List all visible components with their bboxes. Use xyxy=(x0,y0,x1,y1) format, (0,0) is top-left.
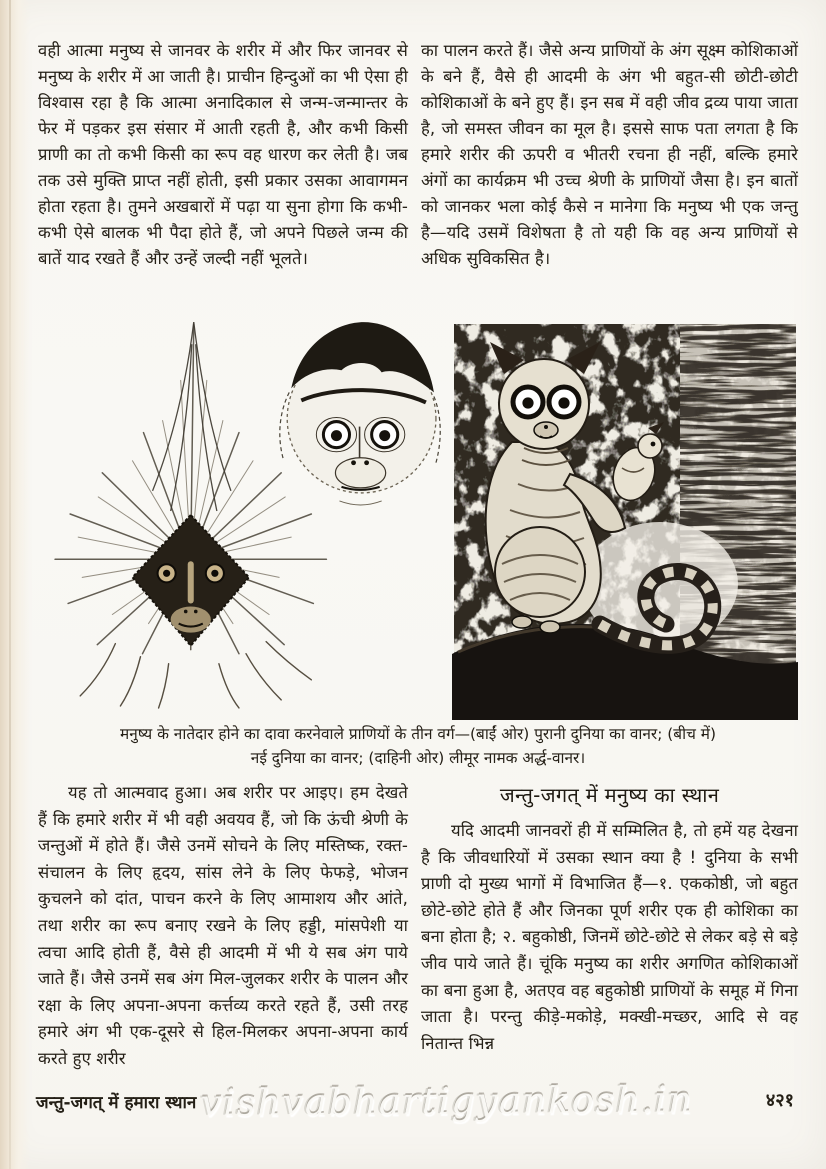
bottom-text-columns xyxy=(38,780,798,1073)
top-text-columns xyxy=(38,38,798,272)
companion-animal xyxy=(607,422,664,506)
page-number: ४२१ xyxy=(765,1090,794,1111)
bottom-left-column xyxy=(38,780,408,1073)
top-left-paragraph: वही आत्मा मनुष्य से जानवर के शरीर में और फिर जानवर से मनुष्य के शरीर में आ जाती है। प्राचीन हिन्दुओं का भी ऐसा ही विश्वास रहा है कि आत्मा अनादिकाल से जन्म-जन्मान्तर के फेर में पड़कर इस संसार में आती रहती है, और कभी किसी प्राणी का तो कभी किसी का रूप वह धारण कर लेती है। जब तक उसे मुक्ति प्राप्त नहीं होती, इसी प्रकार उसका आवागमन होता रहता है। तुमने अखबारों में पढ़ा या सुना होगा कि कभी-कभी ऐसे बालक भी पैदा होते हैं, जो अपने पिछले जन्म की बातें याद रखते हैं और उन्हें जल्दी नहीं भूलते। xyxy=(38,41,408,268)
monkey-heads-figure xyxy=(40,308,448,714)
bottom-right-column xyxy=(421,780,798,1073)
bottom-left-paragraph: यह तो आत्मवाद हुआ। अब शरीर पर आइए। हम देखते हैं कि हमारे शरीर में भी वही अवयव हैं, जो कि ऊंची श्रेणी के जन्तुओं में होते हैं। जैसे उनमें सोचने के लिए मस्तिष्क, रक्त-संचालन के लिए हृदय, सांस लेने के लिए फेफड़े, भोजन कुचलने को दांत, पाचन करने के लिए आमाशय और आंते, तथा शरीर का रूप बनाए रखने के लिए हड्डी, मांसपेशी या त्वचा आदि होती हैं, वैसे ही आदमी में भी ये सब अंग पाये जाते हैं। जैसे उनमें सब अंग मिल-जुलकर शरीर के पालन और रक्षा के लिए अपना-अपना कर्त्तव्य करते रहते हैं, उसी तरह हमारे अंग भी एक-दूसरे से हिल-मिलकर अपना-अपना कार्य करते हुए शरीर xyxy=(38,783,408,1068)
lemur-figure xyxy=(452,322,798,720)
old-world-monkey-fur-fine xyxy=(78,380,291,623)
page-binding-edge xyxy=(0,0,30,1169)
top-right-paragraph: का पालन करते हैं। जैसे अन्य प्राणियों के अंग सूक्ष्म कोशिकाओं के बने हैं, वैसे ही आदमी के अंग भी बहुत-सी छोटी-छोटी कोशिकाओं के बने हुए हैं। इन सब में वही जीव द्रव्य पाया जाता है, जो समस्त जीवन का मूल है। इससे साफ पता लगता है कि हमारे शरीर की ऊपरी व भीतरी रचना ही नहीं, बल्कि हमारे अंगों का कार्यक्रम भी उच्च श्रेणी के प्राणियों जैसा है। इन बातों को जानकर भला कोई कैसे न मानेगा कि मनुष्य भी एक जन्तु है—यदि उसमें विशेषता है तो यही कि वह अन्य प्राणियों से अधिक सुविकसित है। xyxy=(421,41,798,268)
old-world-monkey-crest xyxy=(153,322,231,511)
top-left-column xyxy=(38,38,408,272)
watermark-text: vishvabhartigyankosh.in xyxy=(200,1078,694,1125)
new-world-monkey-head xyxy=(280,322,440,505)
old-world-monkey-face xyxy=(132,515,249,646)
section-heading: जन्तु-जगत् में मनुष्य का स्थान xyxy=(499,783,720,807)
figure-caption-line2: नई दुनिया का वानर; (दाहिनी ओर) लीमूर नामक अर्द्ध-वानर। xyxy=(250,749,586,767)
bottom-right-paragraph: यदि आदमी जानवरों ही में सम्मिलित है, तो हमें यह देखना है कि जीवधारियों में उसका स्थान क्या है ! दुनिया के सभी प्राणी दो मुख्य भागों में विभाजित हैं—१. एककोष्ठी, जो बहुत छोटे-छोटे होते हैं और जिनका पूर्ण शरीर एक ही कोशिका का बना होता है; २. बहुकोष्ठी, जिनमें छोटे-छोटे से लेकर बड़े से बड़े जीव पाये जाते हैं। चूंकि मनुष्य का शरीर अगणित कोशिकाओं का बना हुआ है, अतएव वह बहुकोष्ठी प्राणियों के समूह में गिना जाता है। परन्तु कीड़े-मकोड़े, मक्खी-मच्छर, आदि से वह नितान्त भिन्न xyxy=(421,821,798,1053)
old-world-monkey-fur xyxy=(55,324,326,654)
old-world-monkey-beard xyxy=(80,642,311,708)
top-right-column xyxy=(421,38,798,272)
figure-caption-line1: मनुष्य के नातेदार होने का दावा करनेवाले प्राणियों के तीन वर्ग—(बाईं ओर) पुरानी दुनिया का वानर; (बीच में) xyxy=(120,725,716,743)
lemur-illustration xyxy=(452,324,798,720)
running-footer-title: जन्तु-जगत् में हमारा स्थान xyxy=(36,1093,197,1113)
figure-caption xyxy=(38,722,798,770)
